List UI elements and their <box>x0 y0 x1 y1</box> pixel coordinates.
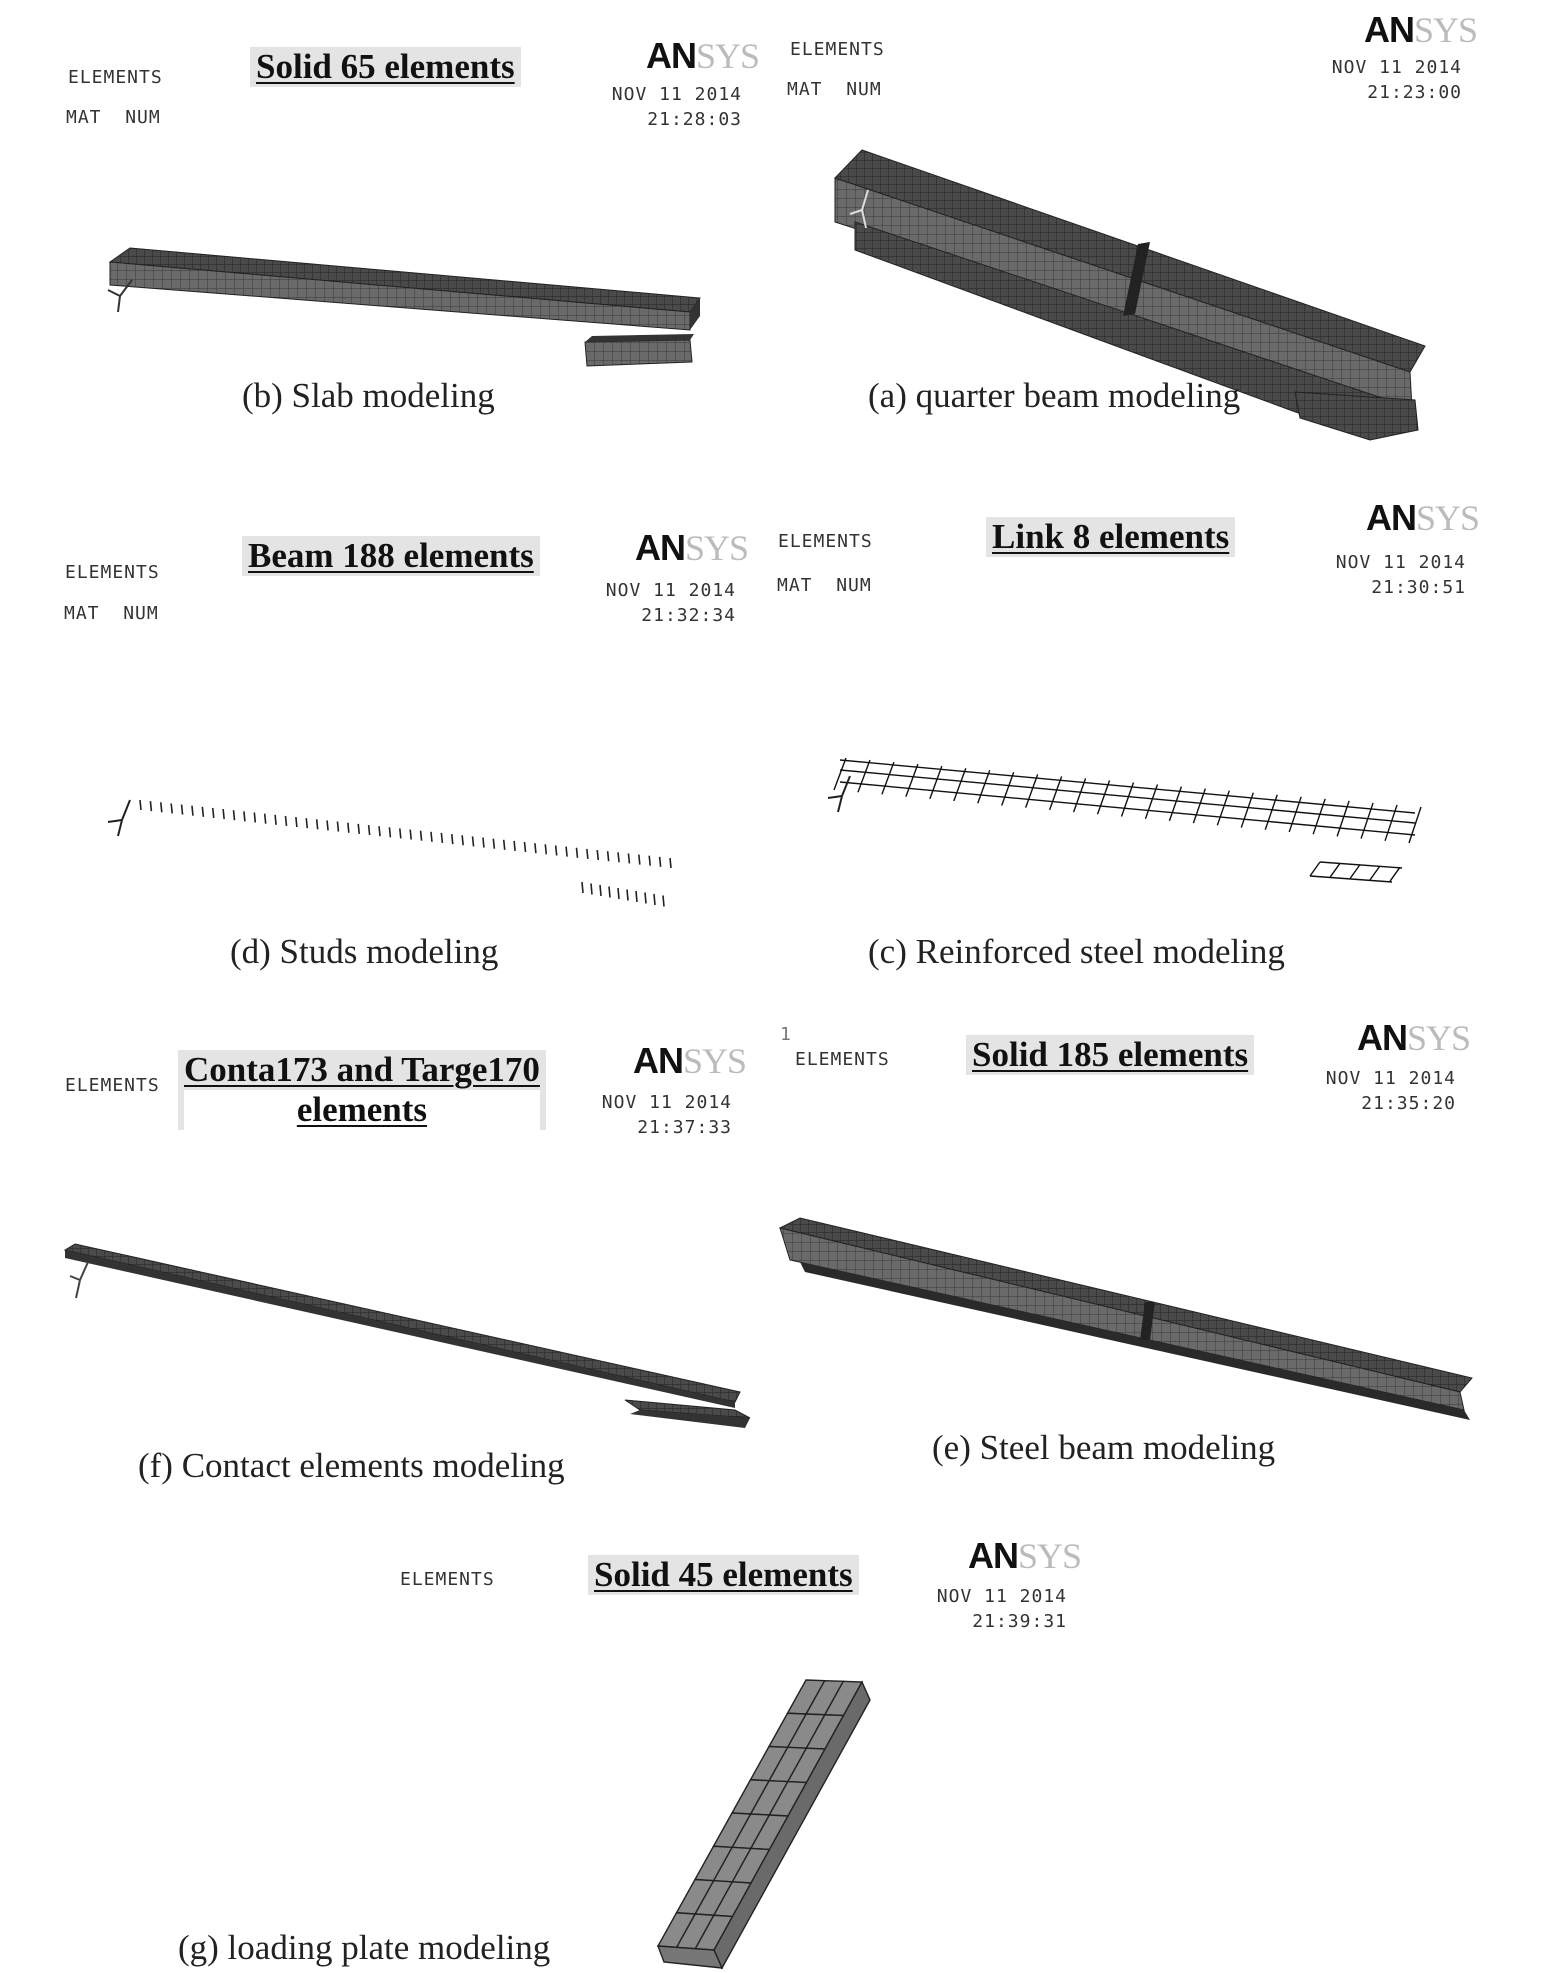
num-text-b: NUM <box>125 107 161 128</box>
stud <box>556 845 557 855</box>
stud <box>254 813 255 823</box>
date-b: NOV 11 2014 <box>611 84 742 105</box>
stud <box>627 890 628 901</box>
mat-text-a: MAT <box>787 79 823 100</box>
stud <box>389 827 390 837</box>
timestamp-e <box>1304 1066 1456 1116</box>
timestamp-f <box>580 1090 732 1140</box>
mat-text-b: MAT <box>66 107 102 128</box>
steel-beam-mesh <box>780 1218 1472 1420</box>
stud <box>182 805 183 815</box>
logo-light-f: SYS <box>683 1041 747 1081</box>
date-f: NOV 11 2014 <box>601 1092 732 1113</box>
title-solid185: Solid 185 elements <box>966 1035 1254 1075</box>
title-solid65: Solid 65 elements <box>250 47 521 87</box>
stud <box>654 894 655 905</box>
logo-light-d: SYS <box>685 528 749 568</box>
timestamp-b <box>590 82 742 132</box>
stud <box>462 835 463 845</box>
logo-light-b: SYS <box>696 36 760 76</box>
rebar-stirrup <box>906 764 918 797</box>
stud <box>525 842 526 852</box>
stud <box>369 825 370 835</box>
time-d: 21:32:34 <box>641 605 736 626</box>
caption-b: (b) Slab modeling <box>242 376 495 415</box>
elements-label-a: ELEMENTS <box>790 39 885 60</box>
rebar-line <box>840 782 1415 835</box>
caption-e: (e) Steel beam modeling <box>932 1428 1276 1467</box>
plate-end <box>658 1946 722 1968</box>
title-solid45: Solid 45 elements <box>588 1555 859 1595</box>
rebar-stirrup <box>1145 785 1157 819</box>
stud <box>296 817 297 827</box>
axis-triad-f <box>70 1262 88 1298</box>
stud <box>649 856 650 866</box>
stud <box>663 896 664 907</box>
mat-label-c <box>777 576 872 596</box>
stud <box>150 801 151 811</box>
time-b: 21:28:03 <box>647 109 742 130</box>
rebar-stirrup <box>1002 772 1014 805</box>
stud <box>161 802 162 812</box>
rebar-stirrup <box>930 766 942 799</box>
logo-light-c: SYS <box>1416 498 1480 538</box>
rebar-stirrup <box>858 760 870 792</box>
date-e: NOV 11 2014 <box>1325 1068 1456 1089</box>
time-c: 21:30:51 <box>1371 577 1466 598</box>
stud <box>618 852 619 862</box>
studs-mesh <box>140 800 671 907</box>
elements-label-f: ELEMENTS <box>65 1075 160 1096</box>
caption-a: (a) quarter beam modeling <box>868 376 1241 415</box>
stud <box>213 808 214 818</box>
stud <box>576 848 577 858</box>
stud <box>514 841 515 851</box>
stud <box>410 830 411 840</box>
rebar-stirrup <box>834 758 846 790</box>
time-f: 21:37:33 <box>637 1117 732 1138</box>
stud <box>285 816 286 826</box>
logo-light-g: SYS <box>1018 1536 1082 1576</box>
stud <box>348 823 349 833</box>
logo-bold-g: AN <box>968 1535 1018 1576</box>
rebar-stirrup <box>1074 778 1086 812</box>
logo-bold-c: AN <box>1366 497 1416 538</box>
stud <box>504 840 505 850</box>
stud <box>608 851 609 861</box>
elements-label-b: ELEMENTS <box>68 67 163 88</box>
stud <box>597 850 598 860</box>
stud <box>441 833 442 843</box>
ansys-logo-g <box>968 1535 1082 1576</box>
stud <box>202 807 203 817</box>
stud <box>493 839 494 849</box>
rebar-line <box>1320 862 1402 868</box>
mat-text-c: MAT <box>777 575 813 596</box>
logo-bold-d: AN <box>635 527 685 568</box>
rebar-stirrup <box>1122 783 1134 817</box>
title-link8: Link 8 elements <box>986 517 1235 557</box>
ansys-logo-a <box>1364 9 1478 50</box>
stud <box>535 843 536 853</box>
logo-light-e: SYS <box>1407 1018 1471 1058</box>
rebar-stirrup <box>1310 862 1320 876</box>
stud <box>591 884 592 895</box>
stud <box>234 810 235 820</box>
stud <box>358 824 359 834</box>
stud <box>636 891 637 902</box>
rebar-stirrup <box>978 770 990 803</box>
mat-label-d <box>64 604 159 624</box>
elements-label-g: ELEMENTS <box>400 1569 495 1590</box>
date-d: NOV 11 2014 <box>605 580 736 601</box>
rebar-stirrup <box>1169 787 1181 821</box>
caption-g: (g) loading plate modeling <box>178 1928 551 1967</box>
stud <box>639 855 640 865</box>
loading-plate-mesh <box>658 1680 870 1968</box>
title-conta-targe <box>178 1050 546 1130</box>
stud <box>275 815 276 825</box>
mat-label-b <box>66 108 161 128</box>
stud <box>452 834 453 844</box>
rebar-stirrup <box>1390 867 1400 881</box>
stud <box>545 844 546 854</box>
mat-text-d: MAT <box>64 603 100 624</box>
time-g: 21:39:31 <box>972 1611 1067 1632</box>
stud <box>265 814 266 824</box>
timestamp-d <box>584 578 736 628</box>
ansys-logo-f <box>633 1040 747 1081</box>
contact-mesh <box>65 1244 750 1428</box>
date-a: NOV 11 2014 <box>1331 57 1462 78</box>
stud <box>483 838 484 848</box>
rebar-line <box>840 760 1415 813</box>
stud <box>317 819 318 829</box>
stud <box>223 809 224 819</box>
ansys-logo-c <box>1366 497 1480 538</box>
elements-label-d: ELEMENTS <box>65 562 160 583</box>
elements-label-c: ELEMENTS <box>778 531 873 552</box>
date-g: NOV 11 2014 <box>936 1586 1067 1607</box>
stud <box>473 836 474 846</box>
stud <box>306 818 307 828</box>
rebar-stirrup <box>954 768 966 801</box>
ansys-logo-b <box>646 35 760 76</box>
stud <box>421 831 422 841</box>
logo-light-a: SYS <box>1414 10 1478 50</box>
rebar-stirrup <box>1098 780 1110 814</box>
stud <box>327 820 328 830</box>
stud <box>244 811 245 821</box>
stud <box>645 893 646 904</box>
mat-label-a <box>787 80 882 100</box>
axis-triad-d <box>108 800 130 836</box>
axis-triad-c <box>828 776 850 812</box>
timestamp-c <box>1314 550 1466 600</box>
rebar-grid <box>834 758 1421 882</box>
rebar-stirrup <box>882 762 894 794</box>
rebar-stirrup <box>1370 866 1380 880</box>
time-e: 21:35:20 <box>1361 1093 1456 1114</box>
elements-label-e: ELEMENTS <box>795 1049 890 1070</box>
stud <box>171 803 172 813</box>
title-f-line2: elements <box>184 1090 540 1130</box>
time-a: 21:23:00 <box>1367 82 1462 103</box>
rebar-stirrup <box>1026 774 1038 807</box>
caption-d: (d) Studs modeling <box>230 932 499 971</box>
logo-bold-b: AN <box>646 35 696 76</box>
logo-bold-e: AN <box>1357 1017 1407 1058</box>
num-text-d: NUM <box>123 603 159 624</box>
title-f-line1: Conta173 and Targe170 <box>184 1050 540 1089</box>
rebar-stirrup <box>1350 865 1360 879</box>
stud <box>609 887 610 898</box>
rebar-stirrup <box>1330 863 1340 877</box>
ansys-logo-e <box>1357 1017 1471 1058</box>
rebar-stirrup <box>1050 776 1062 810</box>
caption-f: (f) Contact elements modeling <box>138 1446 565 1485</box>
stud <box>431 832 432 842</box>
stud <box>379 826 380 836</box>
timestamp-g <box>915 1584 1067 1634</box>
stud <box>628 853 629 863</box>
stud <box>618 888 619 899</box>
num-text-a: NUM <box>846 79 882 100</box>
logo-bold-a: AN <box>1364 9 1414 50</box>
stud <box>582 882 583 893</box>
window-number-e: 1 <box>780 1024 791 1045</box>
timestamp-a <box>1310 55 1462 105</box>
stud <box>600 885 601 896</box>
slab-mesh <box>110 248 700 366</box>
rebar-line <box>840 770 1415 823</box>
caption-c: (c) Reinforced steel modeling <box>868 932 1285 971</box>
logo-bold-f: AN <box>633 1040 683 1081</box>
ansys-logo-d <box>635 527 749 568</box>
stud <box>337 822 338 832</box>
stud <box>192 806 193 816</box>
stud <box>566 847 567 857</box>
stud <box>660 857 661 867</box>
stud <box>140 800 141 810</box>
stud <box>670 858 671 868</box>
date-c: NOV 11 2014 <box>1335 552 1466 573</box>
stud <box>400 828 401 838</box>
num-text-c: NUM <box>836 575 872 596</box>
stud <box>587 849 588 859</box>
title-beam188: Beam 188 elements <box>242 536 540 576</box>
